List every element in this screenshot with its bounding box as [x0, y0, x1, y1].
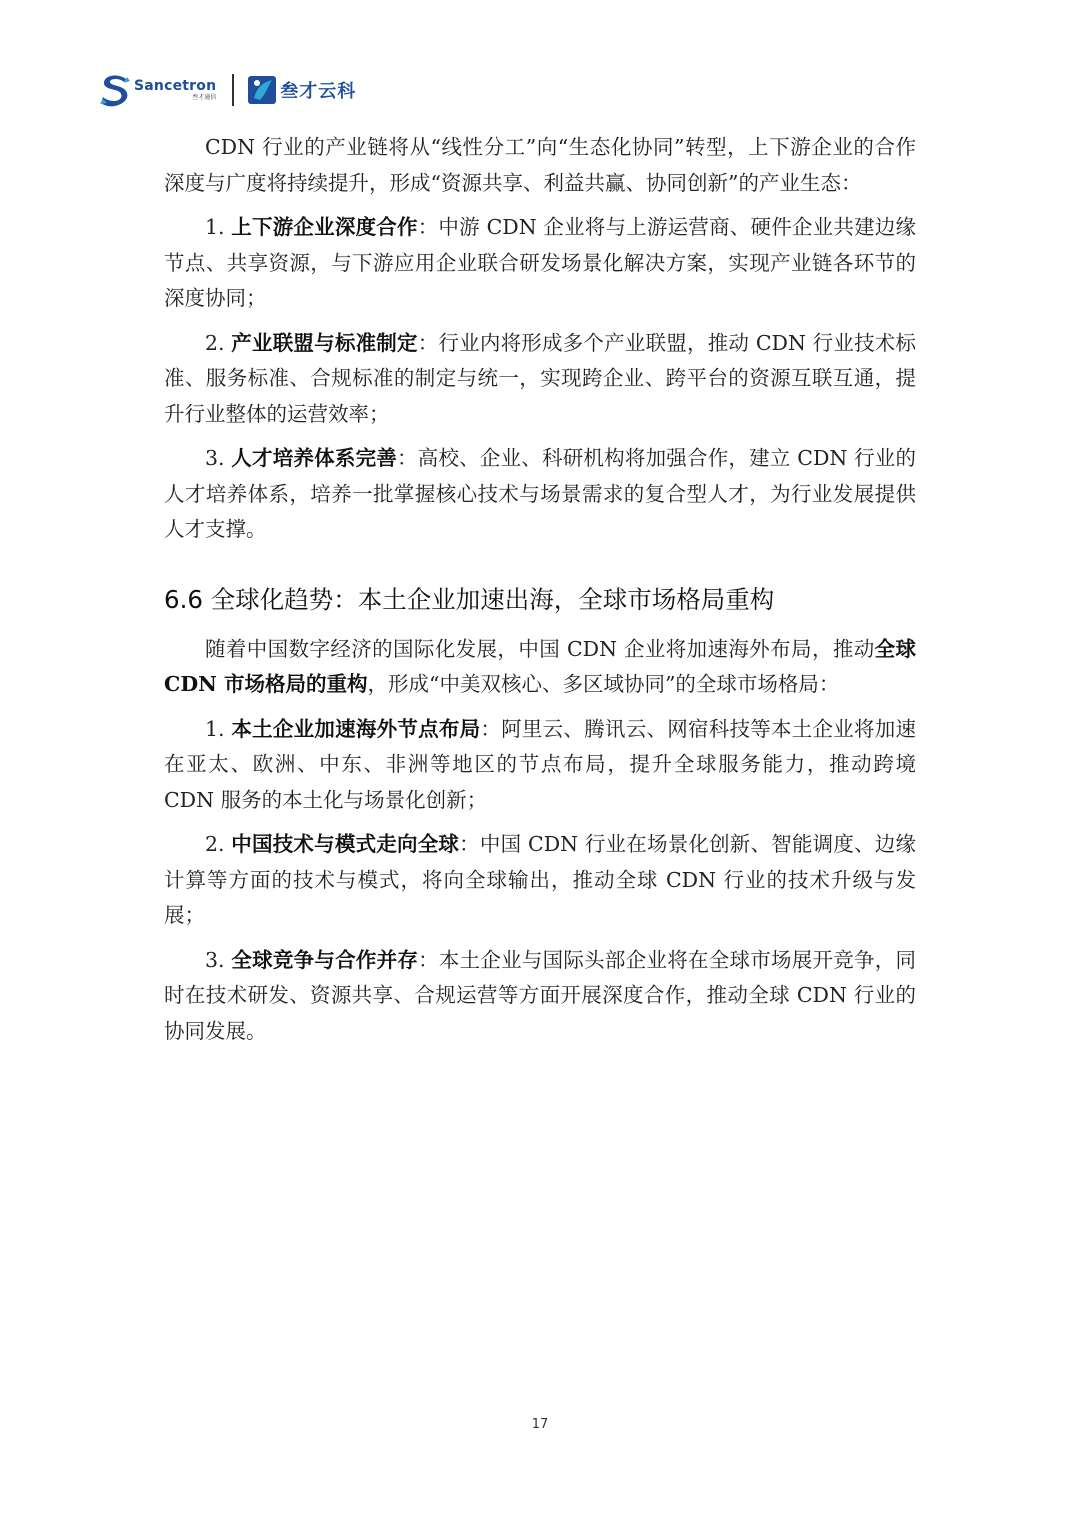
sancetron-logo-name: Sancetron	[134, 78, 217, 94]
list1-item-2	[164, 326, 916, 433]
sancetron-logo-sub: 叁才通信	[192, 94, 217, 101]
intro-paragraph: CDN 行业的产业链将从“线性分工”向“生态化协同”转型，上下游企业的合作深度与广度将持续提升，形成“资源共享、利益共赢、协同创新”的产业生态：	[164, 135, 916, 195]
list-item-text: ：阿里云、腾讯云、网宿科技等本土企业将加速在亚太、欧洲、中东、非洲等地区的节点布局，提升全球服务能力，推动跨境 CDN 服务的本土化与场景化创新；	[164, 716, 917, 812]
list2-item-1	[164, 712, 916, 819]
list1-item-3	[164, 441, 916, 548]
list-number: 2.	[205, 330, 232, 355]
list-number: 1.	[205, 716, 232, 741]
list-item-title: 产业联盟与标准制定	[231, 330, 418, 355]
list-number: 3.	[205, 947, 232, 972]
list-item-text: ：本土企业与国际头部企业将在全球市场展开竞争，同时在技术研发、资源共享、合规运营等方面开展深度合作，推动全球 CDN 行业的协同发展。	[164, 947, 917, 1043]
document-body	[164, 130, 916, 1049]
list2-item-2	[164, 827, 916, 934]
list-item-text: ：高校、企业、科研机构将加强合作，建立 CDN 行业的人才培养体系，培养一批掌握核心技术与场景需求的复合型人才，为行业发展提供人才支撑。	[164, 446, 917, 541]
section-intro-start: 随着中国数字经济的国际化发展，中国 CDN 企业将加速海外布局，推动	[205, 636, 875, 661]
section-intro-emphasis: 全球 CDN 市场格局的重构	[164, 636, 916, 696]
list-item-title: 本土企业加速海外节点布局	[231, 716, 481, 741]
section-heading: 6.6 全球化趋势：本土企业加速出海，全球市场格局重构	[164, 584, 775, 614]
list-item-text: ：中国 CDN 行业在场景化创新、智能调度、边缘计算等方面的技术与模式，将向全球输出，推动全球 CDN 行业的技术升级与发展；	[164, 832, 917, 927]
list-item-title: 中国技术与模式走向全球	[231, 832, 460, 856]
sancai-cloud-icon	[248, 74, 276, 106]
list1-item-1	[164, 210, 916, 317]
list2-item-3	[164, 943, 916, 1050]
page-number: 17	[531, 1417, 549, 1432]
sancai-cloud-name: 叁才云科	[280, 81, 357, 102]
logo-divider	[232, 74, 234, 106]
sancetron-swirl-icon	[100, 73, 130, 107]
section-intro-end: ，形成“中美双核心、多区域协同”的全球市场格局：	[367, 672, 840, 696]
list-number: 3.	[205, 446, 232, 470]
list-item-title: 上下游企业深度合作	[231, 215, 418, 239]
sancai-cloud-logo	[248, 74, 356, 106]
list-item-title: 全球竞争与合作并存	[231, 947, 419, 972]
page-header	[100, 70, 356, 110]
sancetron-logo	[100, 73, 216, 107]
list-number: 1.	[205, 215, 232, 239]
list-item-title: 人才培养体系完善	[231, 446, 398, 470]
list-item-text: ：中游 CDN 企业将与上游运营商、硬件企业共建边缘节点、共享资源，与下游应用企业联合研发场景化解决方案，实现产业链各环节的深度协同；	[164, 215, 917, 310]
list-item-text: ：行业内将形成多个产业联盟，推动 CDN 行业技术标准、服务标准、合规标准的制定与统一，实现跨企业、跨平台的资源互联互通，提升行业整体的运营效率；	[164, 330, 917, 426]
section-intro-paragraph	[164, 632, 916, 703]
list-number: 2.	[205, 832, 232, 856]
